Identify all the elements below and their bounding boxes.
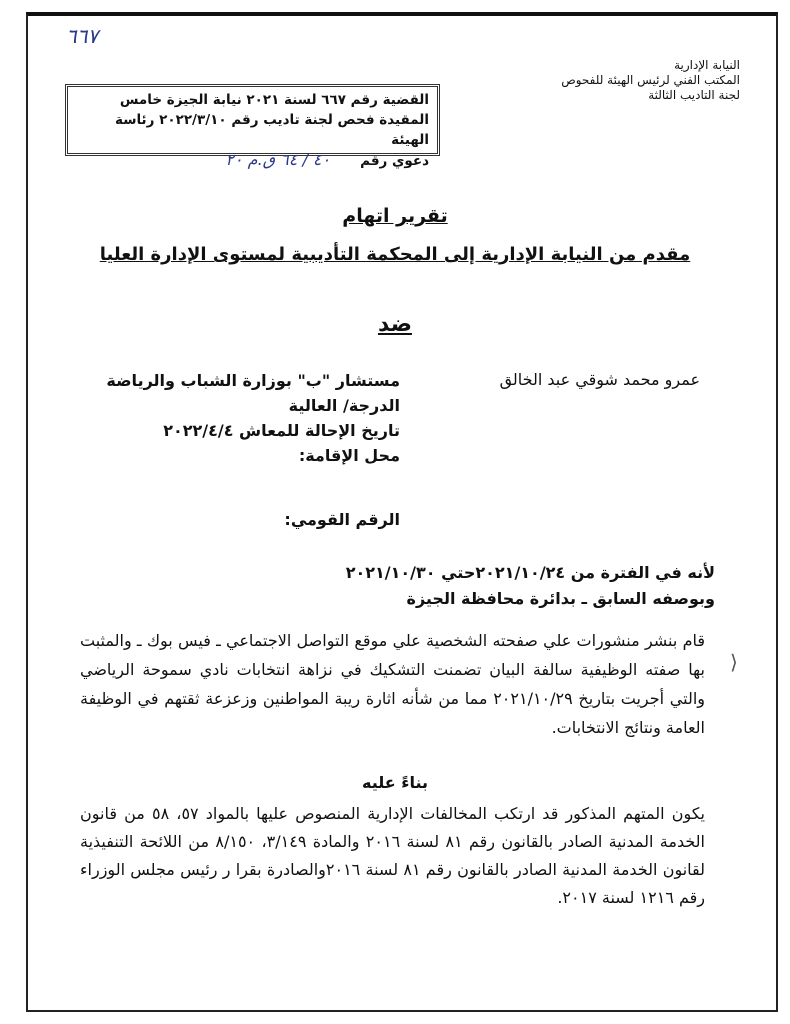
- case-number-label: دعوي رقم: [360, 153, 429, 169]
- residence-label: محل الإقامة:: [298, 446, 400, 465]
- defendant-name: عمرو محمد شوقي عبد الخالق: [499, 370, 700, 389]
- office-line: النيابة الإدارية: [674, 58, 740, 72]
- period-line-1: لأنه في الفترة من ٢٠٢١/١٠/٢٤حتي ٢٠٢١/١٠/٣٠: [345, 563, 715, 582]
- case-line-2: المقيدة فحص لجنة تاديب رقم ٢٠٢٢/٣/١٠ رئاسة الهيئة: [115, 112, 429, 148]
- margin-annotation-icon: ⟩: [730, 650, 738, 674]
- office-header: [561, 58, 740, 103]
- document-title: تقرير اتهام: [342, 205, 448, 227]
- charge-paragraph: قام بنشر منشورات علي صفحته الشخصية علي موقع التواصل الاجتماعي ـ فيس بوك ـ والمثبت بها صفته الوظيفية سالفة البيان تضمنت التشكيك في نزاهة انتخابات نادي سموحة الرياضي والتي أجريت بتاريخ ٢٠٢١/١٠/٢٩ مما من شأنه اثارة ريبة المواطنين وزعزعة ثقتهم في الوظيفة العامة ونتائج الانتخابات.: [80, 631, 706, 737]
- case-reference-box: [65, 84, 440, 169]
- handwritten-page-number: ٦٦٧: [66, 24, 99, 48]
- defendant-info: [106, 368, 400, 468]
- case-line-1: القضية رقم ٦٦٧ لسنة ٢٠٢١ نيابة الجيزة خامس: [119, 92, 429, 108]
- against-heading: ضد: [378, 312, 412, 337]
- national-id-label: الرقم القومي:: [284, 510, 400, 529]
- defendant-position: مستشار "ب" بوزارة الشباب والرياضة: [106, 371, 400, 390]
- period-line-2: وبوصفه السابق ـ بدائرة محافظة الجيزة: [406, 589, 715, 608]
- office-line: لجنة التاديب الثالثة: [648, 88, 740, 102]
- basis-paragraph: يكون المتهم المذكور قد ارتكب المخالفات الإدارية المنصوص عليها بالمواد ٥٧، ٥٨ من قانون الخدمة المدنية الصادر بالقانون رقم ٨١ لسنة ٢٠١٦ والمادة ٣/١٤٩، ٨/١٥٠ من اللائحة التنفيذية لقانون الخدمة المدنية الصادر بالقانون رقم ٨١ لسنة ٢٠١٦والصادرة بقرا ر رئيس مجلس الوزراء رقم ١٢١٦ لسنة ٢٠١٧.: [80, 804, 706, 907]
- period-block: [346, 560, 715, 612]
- handwritten-case-number: ٤٠ / ٦٤ ق.م ٢٠: [225, 150, 331, 169]
- basis-heading: بناءً عليه: [362, 773, 428, 792]
- document-subtitle: مقدم من النيابة الإدارية إلى المحكمة التأديبية لمستوى الإدارة العليا: [99, 244, 691, 265]
- retirement-date: تاريخ الإحالة للمعاش ٢٠٢٢/٤/٤: [163, 421, 400, 440]
- defendant-grade: الدرجة/ العالية: [288, 396, 400, 415]
- office-line: المكتب الفني لرئيس الهيئة للفحوص: [561, 73, 740, 87]
